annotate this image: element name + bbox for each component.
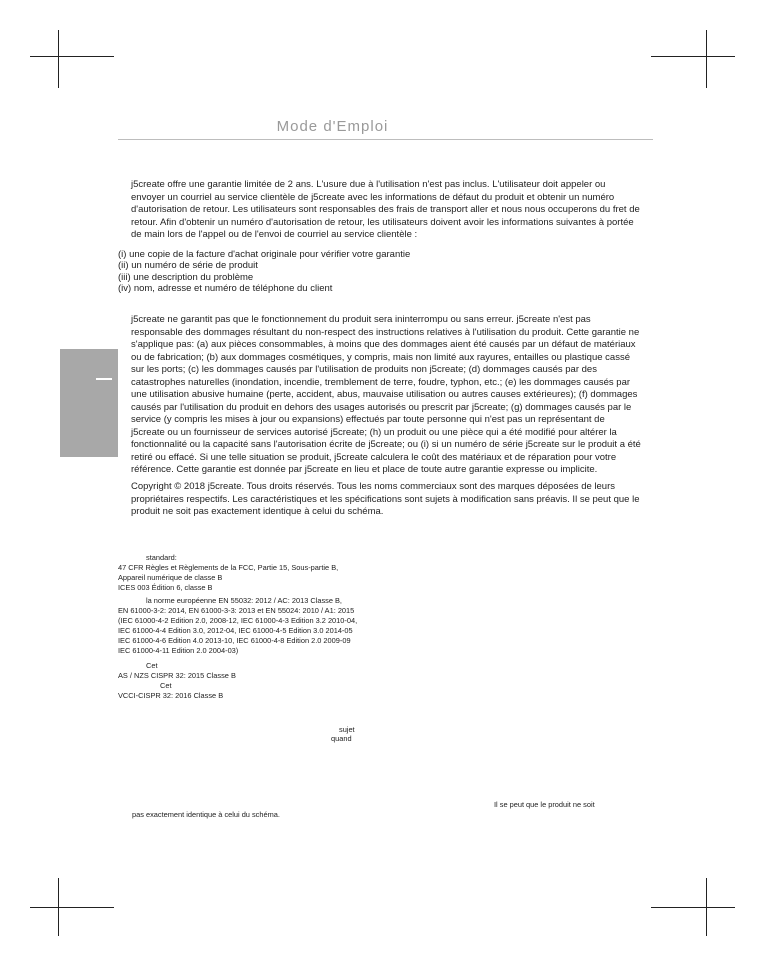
list-item: (iv) nom, adresse et numéro de téléphone du client	[118, 282, 333, 294]
crop-mark-bottom-left-v	[58, 878, 59, 936]
copyright-paragraph	[131, 481, 641, 519]
list-item: (iii) une description du problème	[118, 271, 254, 283]
header-divider	[118, 139, 653, 140]
side-tab	[60, 349, 118, 457]
warranty-limitations-text: j5create ne garantit pas que le fonctionnement du produit sera ininterrompu ou sans erreur. j5create n'est pas responsable des dommages résultant du non-respect des instructions relatives à l'utilisation du produit. Cette garantie ne s'applique pas: (a) aux pièces consommables, à moins que des dommages aient été causés par un défaut de matériaux ou de fabrication; (b) aux dommages cosmétiques, y compris, mais non limité aux rayures, entailles ou plastique cassé sur les ports; (c) les dommages causés par l'utilisation de produits non j5create; (d) dommages causés par des catastrophes naturelles (inondation, incendie, tremblement de terre, foudre, typhon, etc.; (e) les dommages causés par une utilisation abusive humaine (perte, accident, abus, mauvaise utilisation ou autres causes extérieures); (f) dommages causés par l'utilisation du produit en dehors des usages autorisés ou prescrit par j5create; (g) dommages causés par le service (y compris les mises à jour ou expansions) effectués par toute personne qui n'est pas un représentant de j5create ou un fournisseur de services autorisé j5create; (h) un produit ou une pièce qui a été modifié pour altérer la fonctionnalité ou la capacité sans l'autorisation écrite de j5create; ou (i) si un numéro de série j5create sur le produit a été retiré ou effacé. Si une telle situation se produit, j5create calculera le coût des matériaux et de réparation pour votre référence. Cette garantie est donnée par j5create en lieu et place de toute autre garantie expresse ou implicite.	[131, 314, 641, 475]
vcci-line: VCCI-CISPR 32: 2016 Classe B	[118, 691, 224, 700]
warranty-limitations-paragraph	[131, 314, 641, 477]
fragment-sujet: sujet	[339, 725, 355, 734]
fragment-tail-left: pas exactement identique à celui du schéma.	[132, 810, 280, 819]
crop-mark-top-left-h	[30, 56, 114, 57]
crop-mark-top-right-h	[651, 56, 735, 57]
copyright-text: Copyright © 2018 j5create. Tous droits réservés. Tous les noms commerciaux sont des marques déposées de leurs propriétaires respectifs. Les caractéristiques et les spécifications sont sujets à modification sans préavis. Il se peut que le produit ne soit pas exactement identique à celui du schéma.	[131, 481, 640, 517]
rcm-label: Cet	[146, 661, 158, 670]
crop-mark-bottom-right-v	[706, 878, 707, 936]
ce-line: IEC 61000-4-6 Edition 4.0 2013-10, IEC 61000-4-8 Edition 2.0 2009-09	[118, 636, 351, 645]
ce-label: la norme européenne EN 55032: 2012 / AC: 2013 Classe B,	[146, 596, 342, 605]
vcci-label: Cet	[160, 681, 172, 690]
crop-mark-top-left-v	[58, 30, 59, 88]
fcc-line: Appareil numérique de classe B	[118, 573, 223, 582]
side-tab-dash	[96, 378, 112, 380]
ce-line: EN 61000-3-2: 2014, EN 61000-3-3: 2013 et EN 55024: 2010 / A1: 2015	[118, 606, 355, 615]
crop-mark-bottom-left-h	[30, 907, 114, 908]
rcm-line: AS / NZS CISPR 32: 2015 Classe B	[118, 671, 236, 680]
fcc-line: ICES 003 Édition 6, classe B	[118, 583, 213, 592]
page-title: Mode d'Emploi	[276, 118, 389, 135]
ce-line: (IEC 61000-4-2 Edition 2.0, 2008-12, IEC 61000-4-3 Edition 3.2 2010-04,	[118, 616, 358, 625]
fcc-line: 47 CFR Règles et Règlements de la FCC, Partie 15, Sous-partie B,	[118, 563, 339, 572]
fcc-label: standard:	[146, 553, 177, 562]
list-item: (ii) un numéro de série de produit	[118, 260, 258, 272]
fragment-quand: quand	[331, 734, 352, 743]
fragment-tail-right: Il se peut que le produit ne soit	[494, 800, 595, 809]
warranty-intro-paragraph	[131, 179, 641, 242]
warranty-requirements-list	[118, 249, 410, 294]
crop-mark-bottom-right-h	[651, 907, 735, 908]
warranty-intro-text: j5create offre une garantie limitée de 2 ans. L'usure due à l'utilisation n'est pas inclus. L'utilisateur doit appeler ou envoyer un courriel au service clientèle de j5create avec les informations de défaut du produit et obtenir un numéro d'autorisation de retour. Les utilisateurs sont responsables des frais de transport aller et nous nous occuperons du fret de retour. Afin d'obtenir un numéro d'autorisation de retour, les utilisateurs doivent avoir les informations suivantes à portée de main lors de l'appel ou de l'envoi de courriel au service clientèle :	[131, 179, 640, 240]
list-item: (i) une copie de la facture d'achat originale pour vérifier votre garantie	[118, 249, 411, 260]
ce-line: IEC 61000-4-4 Edition 3.0, 2012-04, IEC 61000-4-5 Edition 3.0 2014-05	[118, 626, 353, 635]
crop-mark-top-right-v	[706, 30, 707, 88]
ce-line: IEC 61000-4-11 Edition 2.0 2004-03)	[118, 646, 239, 655]
